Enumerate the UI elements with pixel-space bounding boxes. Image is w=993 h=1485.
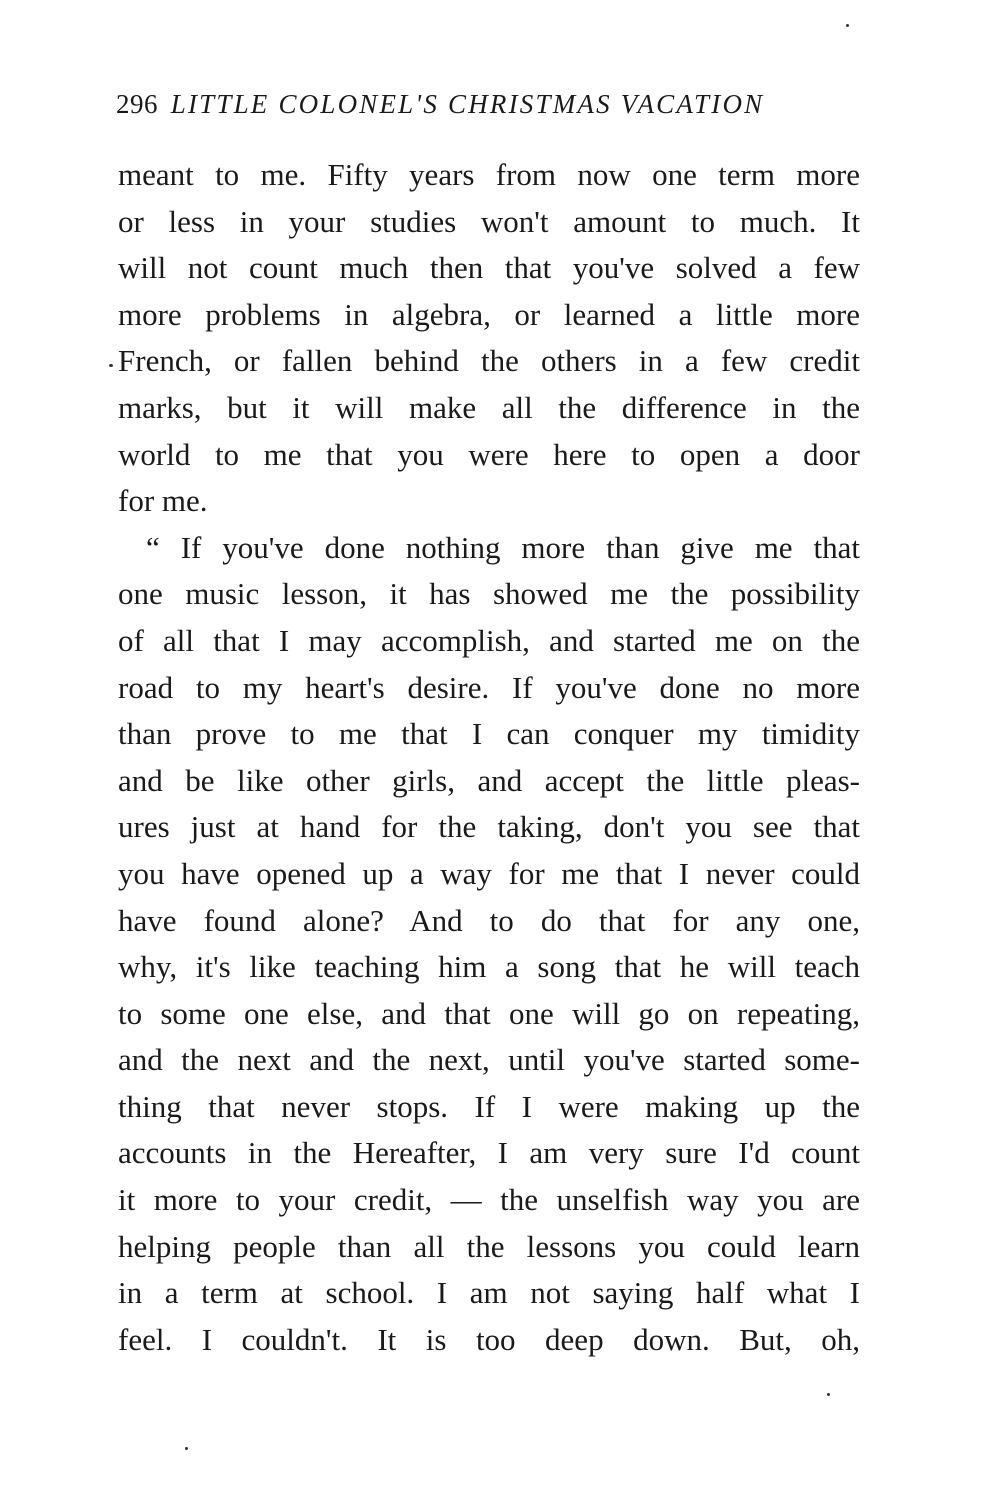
text-line: or less in your studies won't amount to much. It [118,203,860,239]
running-head [116,84,876,124]
text-line: French, or fallen behind the others in a few credit [118,343,860,379]
text-line: accounts in the Hereafter, I am very sure I'd count [118,1135,860,1171]
scan-speck [109,364,113,367]
text-line: helping people than all the lessons you could learn [118,1228,860,1264]
text-line: to some one else, and that one will go on repeating, [118,995,860,1031]
scan-speck [185,1447,188,1450]
page-number: 296 [116,89,158,119]
text-line: in a term at school. I am not saying half what I [118,1275,860,1311]
text-line: ures just at hand for the taking, don't you see that [118,809,860,845]
text-line: meant to me. Fifty years from now one term more [118,157,860,192]
text-line: marks, but it will make all the difference in the [118,389,860,425]
scan-speck [827,1393,830,1396]
text-line: thing that never stops. If I were making up the [118,1088,860,1124]
text-line: it more to your credit, — the unselfish way you are [118,1182,860,1218]
scan-speck [846,24,849,27]
text-line: world to me that you were here to open a door [118,436,860,472]
text-line: one music lesson, it has showed me the possibility [118,576,860,612]
text-line: will not count much then that you've solved a few [118,250,860,286]
text-line: and the next and the next, until you've started some- [118,1042,860,1078]
text-line: feel. I couldn't. It is too deep down. But, oh, [118,1321,860,1357]
text-line: road to my heart's desire. If you've done no more [118,669,860,705]
text-line: have found alone? And to do that for any one, [118,902,860,938]
running-title: LITTLE COLONEL'S CHRISTMAS VACATION [170,89,765,119]
text-line: why, it's like teaching him a song that he will teach [118,949,860,985]
text-line: and be like other girls, and accept the little pleas- [118,762,860,798]
body-text [118,152,860,1363]
text-line: more problems in algebra, or learned a little more [118,296,860,332]
text-line: of all that I may accomplish, and started me on the [118,622,860,658]
text-line: you have opened up a way for me that I never could [118,855,860,891]
text-line: “ If you've done nothing more than give me that [146,529,860,565]
text-line: than prove to me that I can conquer my timidity [118,716,860,752]
text-line: for me. [118,483,208,519]
